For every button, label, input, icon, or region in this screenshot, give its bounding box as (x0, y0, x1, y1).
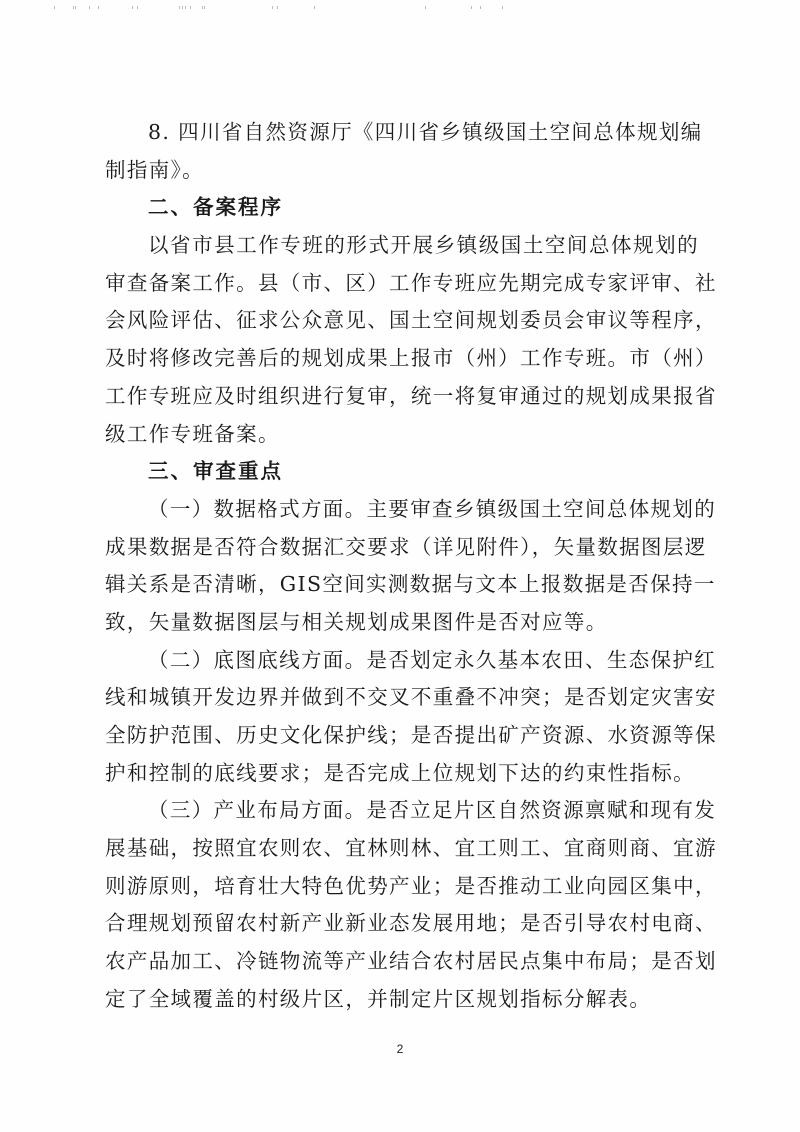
text-line: 审查备案工作。县（市、区）工作专班应先期完成专家评审、社 (105, 270, 717, 295)
scan-speck (73, 6, 74, 9)
scan-artifacts (0, 6, 800, 10)
text-line: 制指南》。 (105, 157, 204, 182)
list-item-reference-8: 8. 四川省自然资源厅《四川省乡镇级国土空间总体规划编 (148, 120, 703, 144)
scan-speck (137, 6, 138, 9)
scan-speck (425, 6, 426, 9)
text-line: 合理规划预留农村新产业新业态发展用地；是否引导农村电商、 (105, 911, 717, 936)
scan-speck (277, 6, 278, 9)
text-line: 工作专班应及时组织进行复审，统一将复审通过的规划成果报省 (105, 383, 717, 408)
text-line: 辑关系是否清晰，GIS空间实测数据与文本上报数据是否保持一 (105, 572, 716, 597)
text-line: 全防护范围、历史文化保护线；是否提出矿产资源、水资源等保 (105, 723, 717, 747)
scan-speck (132, 6, 133, 9)
scan-speck (204, 6, 205, 9)
document-body (105, 114, 717, 1019)
scan-speck (314, 6, 315, 9)
scan-speck (190, 6, 191, 9)
scan-speck (179, 6, 180, 9)
scan-speck (185, 6, 186, 9)
scan-speck (182, 6, 183, 9)
text-line: 成果数据是否符合数据汇交要求（详见附件），矢量数据图层逻 (105, 534, 707, 559)
scan-speck (471, 6, 472, 9)
text-line: 线和城镇开发边界并做到不交叉不重叠不冲突；是否划定灾害安 (105, 685, 717, 710)
scan-speck (75, 6, 76, 9)
page-number: 2 (396, 1042, 404, 1056)
scan-speck (272, 6, 273, 9)
scan-speck (89, 6, 90, 9)
text-line: 会风险评估、征求公众意见、国土空间规划委员会审议等程序， (105, 308, 717, 333)
text-line: 级工作专班备案。 (105, 421, 280, 446)
scan-speck (502, 6, 503, 9)
text-line: 则游原则，培育壮大特色优势产业；是否推动工业向园区集中， (105, 873, 717, 898)
section-heading-review-focus: 三、审查重点 (148, 459, 283, 484)
text-line: 护和控制的底线要求；是否完成上位规划下达的约束性指标。 (105, 760, 695, 785)
paragraph-industry-layout: （三）产业布局方面。是否立足片区自然资源禀赋和现有发 (148, 798, 717, 823)
text-line: 定了全域覆盖的村级片区，并制定片区规划指标分解表。 (105, 986, 652, 1011)
scan-speck (54, 6, 55, 9)
scan-speck (480, 6, 481, 9)
scan-speck (202, 6, 203, 9)
scan-speck (98, 6, 99, 9)
paragraph-baseline: （二）底图底线方面。是否划定永久基本农田、生态保护红 (148, 647, 717, 672)
text-line: 及时将修改完善后的规划成果上报市（州）工作专班。市（州） (105, 346, 717, 371)
section-heading-filing-procedure: 二、备案程序 (148, 195, 283, 220)
paragraph-data-format: （一）数据格式方面。主要审查乡镇级国土空间总体规划的 (148, 496, 717, 521)
paragraph-start: 以省市县工作专班的形式开展乡镇级国土空间总体规划的 (148, 233, 699, 258)
text-line: 致，矢量数据图层与相关规划成果图件是否对应等。 (105, 609, 608, 634)
text-line: 展基础，按照宜农则农、宜林则林、宜工则工、宜商则商、宜游 (105, 836, 717, 861)
text-line: 农产品加工、冷链物流等产业结合农村居民点集中布局；是否划 (105, 949, 717, 974)
